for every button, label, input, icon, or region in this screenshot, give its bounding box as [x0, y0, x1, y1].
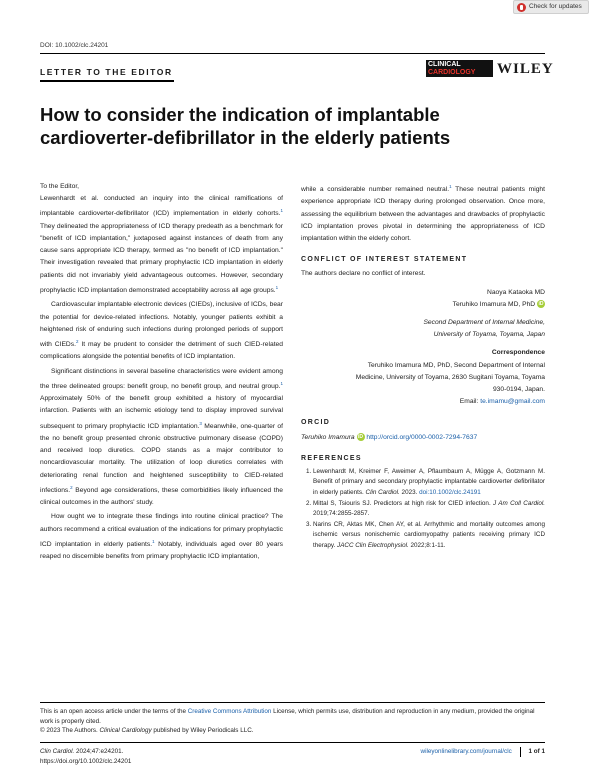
reference-details: 2022;8:1-11.	[408, 541, 446, 549]
reference-text: Lewenhardt M, Kreimer F, Aweimer A, Pflaumbaum A, Mügge A, Gotzmann M. Benefit of primary and secondary prophylactic implantable cardioverter defibrillator in elderly patients.	[313, 468, 545, 496]
coi-heading: CONFLICT OF INTEREST STATEMENT	[301, 256, 468, 264]
check-for-updates-button[interactable]	[513, 0, 589, 14]
publisher-logo: WILEY	[497, 61, 554, 77]
correspondence-line-1: Teruhiko Imamura MD, PhD, Second Department of Internal	[367, 361, 545, 369]
reference-doi-link[interactable]: doi:10.1002/clc.24191	[419, 488, 481, 496]
copyright-line	[40, 726, 545, 736]
p3-text-c: Meanwhile, one-quarter of the no benefit group presented chronic obstructive pulmonary disease (COPD) and received loop diuretics. COPD stands as a major contributor to noncardiovascular mortality. The utilization of loop diuretics correlates with deteriorating renal function and heightened susceptibility to CIED-related infections.	[40, 422, 283, 495]
author-2: Teruhiko Imamura MD, PhD	[452, 300, 536, 308]
journal-logo-line1: CLINICAL	[428, 61, 461, 68]
p2-text-a: Cardiovascular implantable electronic devices (CIEDs), inclusive of ICDs, bear the potential for device-related infections. Notably, younger patients exhibit a heightened risk of enduring such infections during prolonged periods of support with CIEDs.	[40, 301, 283, 349]
citation-link[interactable]: 1	[280, 380, 283, 386]
section-underline	[40, 80, 174, 82]
affiliation-line-2: University of Toyama, Toyama, Japan	[433, 331, 545, 339]
paragraph-3	[40, 366, 283, 510]
reference-journal: JACC Clin Electrophysiol.	[337, 541, 409, 549]
orcid-author: Teruhiko Imamura	[301, 433, 355, 441]
reference-details: 2023.	[399, 488, 420, 496]
page-number: 1 of 1	[528, 748, 545, 755]
citation-url[interactable]: https://doi.org/10.1002/clc.24201	[40, 758, 132, 765]
citation-link[interactable]: 1	[152, 538, 155, 544]
doi: DOI: 10.1002/clc.24201	[40, 42, 109, 49]
author-1: Naoya Kataoka MD	[487, 288, 545, 296]
p5-text-a: while a considerable number remained neutral.	[301, 186, 450, 194]
reference-details: 2019;74:2855-2857.	[313, 509, 370, 517]
journal-logo	[426, 60, 493, 77]
reference-item	[313, 520, 545, 551]
license-text-a: This is an open access article under the terms of the	[40, 708, 188, 715]
email-label: Email:	[459, 398, 481, 406]
copyright-text-b: published by Wiley Periodicals LLC.	[151, 727, 254, 734]
citation-details: 2024;47:e24201.	[74, 748, 124, 755]
article-title: How to consider the indication of implantable cardioverter-defibrillator in the elderly patients	[40, 104, 451, 148]
header-rule	[40, 53, 545, 54]
reference-journal: J Am Coll Cardiol.	[493, 499, 545, 507]
reference-text: Narins CR, Aktas MK, Chen AY, et al. Arrhythmic and mortality outcomes among ischemic versus nonischemic cardiomyopathy patients receiving primary ICD therapy.	[313, 521, 545, 549]
affiliation-line-1: Second Department of Internal Medicine,	[423, 319, 545, 327]
paragraph-1	[40, 193, 283, 297]
email-line	[301, 396, 545, 408]
references-list	[301, 467, 545, 551]
p4-text-b: Notably, individuals aged over 80 years reaped no discernible benefits from primary prophylactic ICD implantation,	[40, 541, 283, 561]
references-heading: REFERENCES	[301, 454, 362, 462]
copyright-text-a: © 2023 The Authors.	[40, 727, 100, 734]
email-link[interactable]: te.imamu@gmail.com	[480, 398, 545, 406]
citation-link[interactable]: 1	[275, 284, 279, 290]
copyright-journal: Clinical Cardiology	[99, 727, 152, 734]
citation-link[interactable]: 3	[199, 420, 202, 426]
reference-text: Mittal S, Tsiouris SJ. Predictors at high risk for CIED infection.	[313, 499, 494, 507]
reference-item	[313, 467, 545, 498]
orcid-heading: ORCID	[301, 419, 331, 427]
citation-link[interactable]: 1	[449, 184, 452, 189]
license-text-b: License, which permits use, distribution and reproduction in any medium, provided the original work is properly cited.	[40, 708, 535, 725]
reference-journal: Clin Cardiol.	[365, 488, 400, 496]
paragraph-4	[40, 511, 283, 563]
p5-text-b: These neutral patients might experience appropriate ICD therapy during prolonged observation. Once more, assessing the equilibrium between the advantages and drawbacks of prophylactic ICD implantation proves pivotal in determining the appropriateness of ICD implantation within the elderly cohort.	[301, 186, 546, 243]
check-for-updates-label: Check for updates	[529, 3, 582, 10]
citation-link[interactable]: 2	[75, 338, 79, 344]
correspondence-line-2: Medicine, University of Toyama, 2630 Sugitani Toyama, Toyama	[355, 373, 545, 381]
correspondence-heading: Correspondence	[491, 349, 545, 357]
license-line	[40, 707, 545, 726]
citation-link[interactable]: 2	[70, 484, 73, 490]
paragraph-2	[40, 299, 283, 363]
footer-rule	[40, 702, 545, 703]
citation-link[interactable]: 1	[280, 208, 283, 214]
license-link[interactable]: Creative Commons Attribution	[187, 708, 272, 715]
p1-text-b: They delineated the appropriateness of ICD therapy predeath as a benchmark for "benefit of ICD implantation," juxtaposed against instances of death from any cause sans appropriate ICD therapy, termed as "no benefit of ICD implantation." Their investigation revealed that primary prophylactic ICD implantation in elderly patients did not invariably yield advantageous outcomes. However, secondary prophylactic ICD implantation demonstrated acceptability across all age groups.	[40, 222, 283, 295]
orcid-link[interactable]: http://orcid.org/0000-0002-7294-7637	[366, 433, 478, 441]
body-right-column	[301, 181, 545, 552]
paragraph-5	[301, 181, 545, 245]
orcid-icon[interactable]: iD	[358, 433, 364, 440]
license-note	[40, 707, 545, 736]
citation-footer	[40, 747, 131, 767]
p4-text-a: How ought we to integrate these findings into routine clinical practice? The authors recommend a critical evaluation of the indications for primary prophylactic ICD implantation in elderly patients.	[40, 513, 283, 549]
correspondence-line-3: 930-0194, Japan.	[492, 386, 545, 394]
orcid-icon[interactable]: iD	[538, 301, 544, 308]
journal-logo-line2: CARDIOLOGY	[428, 68, 476, 76]
p2-text-b: It may be prudent to consider the detriment of such CIED-related complications alongside the potential benefits of ICD implantation.	[40, 341, 283, 361]
p3-text-b: Approximately 50% of the benefit group exhibited a history of myocardial infarction. Patients with an ischemic etiology tend to display improved survival subsequent to primary prophylactic ICD implantation.	[40, 395, 283, 430]
footer-rule-2	[40, 742, 545, 743]
orcid-line	[301, 432, 545, 444]
salutation: To the Editor,	[40, 183, 80, 190]
crossmark-icon	[517, 3, 526, 12]
citation-line	[40, 747, 131, 757]
reference-item	[313, 499, 545, 519]
footer-separator	[520, 747, 521, 757]
p1-text-a: Lewenhardt et al. conducted an inquiry into the clinical ramifications of implantable cardioverter-defibrillator (ICD) implementation in elderly cohorts.	[40, 195, 283, 218]
p3-text-a: Significant distinctions in several baseline characteristics were evident among the three delineated groups: benefit group, no benefit group, and neutral group.	[40, 367, 283, 390]
author-2-line	[301, 299, 545, 311]
p3-text-d: Beyond age considerations, these comorbidities likely influenced the clinical outcomes in the authors' study.	[40, 487, 283, 507]
section-label: LETTER TO THE EDITOR	[40, 67, 173, 77]
journal-url-link[interactable]: wileyonlinelibrary.com/journal/clc	[420, 748, 512, 755]
coi-text: The authors declare no conflict of interest.	[301, 270, 426, 278]
body-left-column	[40, 181, 283, 564]
citation-journal: Clin Cardiol.	[40, 748, 75, 755]
footer-right	[421, 747, 545, 757]
